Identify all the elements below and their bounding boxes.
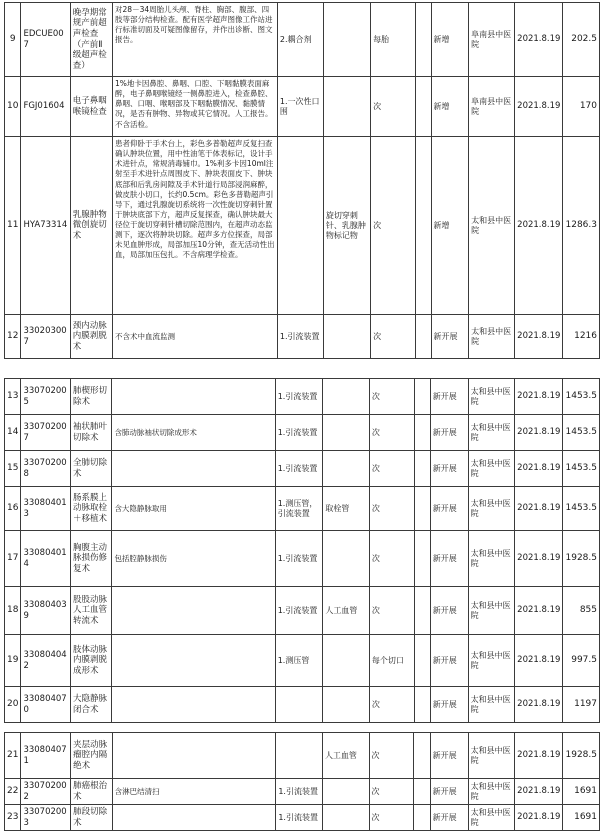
hospital-cell: 太和县中医院	[469, 315, 515, 359]
item-number-cell: 15	[5, 451, 21, 487]
price-cell: 1453.5	[563, 487, 600, 531]
chargeable-material-cell: 2.耦合剂	[277, 3, 323, 77]
pricing-unit-cell: 次	[369, 805, 414, 831]
excluded-content-cell	[322, 805, 369, 831]
item-code-cell: 330804039	[21, 587, 71, 635]
price-cell: 1197	[563, 687, 600, 723]
item-name-cell: 夹层动脉瘤腔内隔绝术	[71, 733, 113, 779]
hospital-cell: 阜南县中医院	[469, 77, 515, 137]
excluded-content-cell	[323, 3, 370, 77]
chargeable-material-cell	[275, 687, 323, 723]
date-cell: 2021.8.19	[515, 3, 563, 77]
item-number-cell: 21	[5, 733, 21, 779]
note-cell	[415, 315, 431, 359]
item-name-cell: 大隐静脉闭合术	[71, 687, 112, 723]
chargeable-material-cell: 1.引流装置	[275, 451, 323, 487]
date-cell: 2021.8.19	[515, 733, 563, 779]
item-name-cell: 肺癌根治术	[71, 779, 113, 805]
excluded-content-cell	[323, 315, 370, 359]
excluded-content-cell: 旋切穿刺针、乳腺肿物标记物	[323, 137, 370, 315]
note-cell	[414, 531, 430, 587]
date-cell: 2021.8.19	[515, 687, 563, 723]
item-code-cell: 330702002	[21, 779, 71, 805]
pricing-unit-cell: 每胎	[371, 3, 415, 77]
table-row	[5, 733, 600, 779]
item-name-cell: 肢体动脉内膜剥脱成形术	[71, 635, 112, 687]
item-status-cell: 新开展	[430, 415, 468, 451]
item-description-cell	[112, 379, 275, 415]
date-cell: 2021.8.19	[515, 531, 563, 587]
table-row	[5, 137, 600, 315]
price-cell: 1453.5	[563, 415, 600, 451]
table-row	[5, 415, 600, 451]
date-cell: 2021.8.19	[515, 635, 563, 687]
note-cell	[415, 77, 431, 137]
date-cell: 2021.8.19	[515, 137, 563, 315]
date-cell: 2021.8.19	[515, 487, 563, 531]
date-cell: 2021.8.19	[515, 451, 563, 487]
item-code-cell: 330702003	[21, 805, 71, 831]
item-description-cell: 包括腔静脉损伤	[112, 531, 275, 587]
item-description-cell	[112, 635, 275, 687]
note-cell	[414, 487, 430, 531]
price-cell: 1453.5	[563, 451, 600, 487]
item-code-cell: 330203007	[21, 315, 70, 359]
item-status-cell: 新开展	[430, 687, 468, 723]
note-cell	[415, 137, 431, 315]
hospital-cell: 太和县中医院	[468, 635, 515, 687]
pricing-unit-cell: 次	[369, 733, 414, 779]
item-code-cell: 330702005	[21, 379, 71, 415]
price-cell: 1691	[563, 779, 600, 805]
item-description-cell	[112, 587, 275, 635]
excluded-content-cell	[323, 635, 370, 687]
date-cell: 2021.8.19	[515, 315, 563, 359]
chargeable-material-cell	[276, 733, 323, 779]
excluded-content-cell	[323, 687, 370, 723]
item-number-cell: 10	[5, 77, 21, 137]
hospital-cell: 太和县中医院	[468, 487, 515, 531]
note-cell	[414, 635, 430, 687]
chargeable-material-cell: 1.引流装置	[275, 587, 323, 635]
hospital-cell: 太和县中医院	[469, 137, 515, 315]
note-cell	[414, 587, 430, 635]
item-description-cell: 不含术中血流监测	[113, 315, 278, 359]
chargeable-material-cell: 1.引流装置	[277, 315, 323, 359]
table-row	[5, 451, 600, 487]
item-name-cell: 股股动脉人工血管转流术	[71, 587, 112, 635]
pricing-unit-cell: 每个切口	[369, 635, 414, 687]
item-status-cell: 新增	[431, 3, 469, 77]
price-cell: 997.5	[563, 635, 600, 687]
price-cell: 855	[563, 587, 600, 635]
hospital-cell: 太和县中医院	[468, 805, 515, 831]
excluded-content-cell: 取栓管	[323, 487, 370, 531]
note-cell	[414, 805, 430, 831]
excluded-content-cell	[323, 531, 370, 587]
item-description-cell: 含淋巴结清扫	[112, 779, 276, 805]
item-number-cell: 13	[5, 379, 21, 415]
excluded-content-cell	[323, 77, 370, 137]
item-status-cell: 新开展	[430, 379, 468, 415]
hospital-cell: 太和县中医院	[468, 779, 515, 805]
item-code-cell: FGJ01604	[21, 77, 70, 137]
price-cell: 1928.5	[563, 531, 600, 587]
pricing-unit-cell: 次	[369, 487, 414, 531]
hospital-cell: 太和县中医院	[468, 687, 515, 723]
date-cell: 2021.8.19	[515, 805, 563, 831]
item-code-cell: 330804014	[21, 531, 71, 587]
item-name-cell: 颈内动脉内膜剥脱术	[70, 315, 112, 359]
item-number-cell: 16	[5, 487, 21, 531]
table-row	[5, 3, 600, 77]
item-name-cell: 肠系膜上动脉取栓＋移植术	[71, 487, 112, 531]
note-cell	[414, 733, 430, 779]
hospital-cell: 太和县中医院	[468, 451, 515, 487]
chargeable-material-cell: 1.测压管，引流装置	[275, 487, 323, 531]
item-name-cell: 肺段切除术	[71, 805, 113, 831]
fee-table-section-1	[4, 2, 600, 359]
item-number-cell: 22	[5, 779, 21, 805]
item-status-cell: 新增	[431, 77, 469, 137]
pricing-unit-cell: 次	[369, 687, 414, 723]
fee-table-section-3	[4, 732, 600, 831]
hospital-cell: 太和县中医院	[468, 587, 515, 635]
item-status-cell: 新开展	[430, 635, 468, 687]
note-cell	[414, 415, 430, 451]
hospital-cell: 太和县中医院	[468, 379, 515, 415]
item-status-cell: 新开展	[430, 587, 468, 635]
pricing-unit-cell: 次	[369, 587, 414, 635]
note-cell	[415, 3, 431, 77]
hospital-cell: 太和县中医院	[468, 531, 515, 587]
excluded-content-cell	[323, 379, 370, 415]
excluded-content-cell	[323, 451, 370, 487]
item-code-cell: 330702007	[21, 415, 71, 451]
item-status-cell: 新开展	[430, 733, 468, 779]
chargeable-material-cell: 1.一次性口围	[277, 77, 323, 137]
chargeable-material-cell: 1.引流装置	[276, 779, 323, 805]
fee-table-section-2	[4, 378, 600, 723]
item-number-cell: 17	[5, 531, 21, 587]
item-number-cell: 9	[5, 3, 21, 77]
item-number-cell: 12	[5, 315, 21, 359]
item-code-cell: 330702008	[21, 451, 71, 487]
pricing-unit-cell: 次	[369, 379, 414, 415]
item-name-cell: 全肺切除术	[71, 451, 112, 487]
price-cell: 1286.3	[563, 137, 600, 315]
pricing-unit-cell: 次	[369, 779, 414, 805]
item-number-cell: 20	[5, 687, 21, 723]
table-row	[5, 531, 600, 587]
item-code-cell: 330804013	[21, 487, 71, 531]
excluded-content-cell: 人工血管	[322, 733, 369, 779]
item-description-cell	[112, 687, 275, 723]
price-cell: 170	[563, 77, 600, 137]
item-code-cell: HYA73314	[21, 137, 70, 315]
chargeable-material-cell: 1.引流装置	[275, 379, 323, 415]
chargeable-material-cell: 1.引流装置	[275, 415, 323, 451]
price-cell: 1928.5	[563, 733, 600, 779]
item-status-cell: 新开展	[430, 487, 468, 531]
item-name-cell: 乳腺肿物微创旋切术	[70, 137, 112, 315]
pricing-unit-cell: 次	[369, 415, 414, 451]
item-code-cell: EDCUE007	[21, 3, 70, 77]
item-name-cell: 肺楔形切除术	[71, 379, 112, 415]
date-cell: 2021.8.19	[515, 379, 563, 415]
item-number-cell: 19	[5, 635, 21, 687]
item-number-cell: 14	[5, 415, 21, 451]
pricing-unit-cell: 次	[369, 531, 414, 587]
hospital-cell: 阜南县中医院	[469, 3, 515, 77]
price-cell: 1691	[563, 805, 600, 831]
date-cell: 2021.8.19	[515, 779, 563, 805]
item-status-cell: 新开展	[430, 451, 468, 487]
note-cell	[414, 379, 430, 415]
item-description-cell: 含肺动脉袖状切除成形术	[112, 415, 275, 451]
item-description-cell: 对28－34周胎儿头颅、脊柱、胸部、腹部、四肢等部分结构检查。配有医学超声图像工作站进行标准切面及可疑图像留存，并作出诊断、图文报告。	[113, 3, 278, 77]
table-row	[5, 635, 600, 687]
item-name-cell: 电子鼻咽喉镜检查	[70, 77, 112, 137]
excluded-content-cell	[323, 415, 370, 451]
item-status-cell: 新开展	[430, 779, 468, 805]
note-cell	[414, 451, 430, 487]
note-cell	[414, 779, 430, 805]
item-description-cell: 含大隐静脉取用	[112, 487, 275, 531]
table-row	[5, 687, 600, 723]
item-description-cell: 患者仰卧于手术台上，彩色多普勒超声反复扫查确认肿块位置，用中性油笔于体表标记，设计手术进针点，常规消毒铺巾。1%利多卡因10ml注射至手术进针点周围皮下、肿块表面皮下、肿块底部和后乳房间隙及手术针道行局部浸润麻醉，做皮肤小切口，长约0.5cm。彩色多普勒超声引导下，通过乳腺旋切系统将一次性旋切穿刺针置于肿块底部下方，超声反复探查，确认肿块最大径位于旋切穿刺针槽切除范围内，在超声动态监测下，逐次将肿块切除。超声多方位探查，局部未见血肿形成，局部加压10分钟，查无活动性出血，局部加压包扎。不含病理学检查。	[113, 137, 278, 315]
item-code-cell: 330804070	[21, 687, 71, 723]
item-status-cell: 新开展	[430, 531, 468, 587]
item-description-cell	[112, 451, 275, 487]
item-code-cell: 330804071	[21, 733, 71, 779]
item-status-cell: 新开展	[430, 805, 468, 831]
item-description-cell	[112, 805, 276, 831]
hospital-cell: 太和县中医院	[468, 733, 515, 779]
pricing-unit-cell: 次	[371, 137, 415, 315]
excluded-content-cell	[322, 779, 369, 805]
item-number-cell: 23	[5, 805, 21, 831]
pricing-unit-cell: 次	[371, 315, 415, 359]
pricing-unit-cell: 次	[369, 451, 414, 487]
date-cell: 2021.8.19	[515, 77, 563, 137]
chargeable-material-cell: 1.测压管	[275, 635, 323, 687]
price-cell: 1453.5	[563, 379, 600, 415]
chargeable-material-cell: 1.引流装置	[275, 531, 323, 587]
chargeable-material-cell: 1.引流装置	[276, 805, 323, 831]
date-cell: 2021.8.19	[515, 587, 563, 635]
item-description-cell: 1%地卡因鼻腔、鼻咽、口腔、下咽黏膜表面麻醉，电子鼻咽喉镜经一侧鼻腔进入，检查鼻腔、鼻咽、口咽、喉咽部及下咽黏膜情况、黏膜情况，是否有肿物、异物或其它情况。人工报告。不含活检。	[113, 77, 278, 137]
table-row	[5, 379, 600, 415]
item-status-cell: 新开展	[431, 315, 469, 359]
item-number-cell: 18	[5, 587, 21, 635]
price-cell: 1216	[563, 315, 600, 359]
item-name-cell: 胸腹主动脉损伤修复术	[71, 531, 112, 587]
excluded-content-cell: 人工血管	[323, 587, 370, 635]
item-name-cell: 晚孕期常规产前超声检查（产前Ⅱ级超声检查）	[70, 3, 112, 77]
price-cell: 202.5	[563, 3, 600, 77]
table-row	[5, 77, 600, 137]
hospital-cell: 太和县中医院	[468, 415, 515, 451]
pricing-unit-cell: 次	[371, 77, 415, 137]
item-number-cell: 11	[5, 137, 21, 315]
item-name-cell: 袖状肺叶切除术	[71, 415, 112, 451]
table-row	[5, 805, 600, 831]
chargeable-material-cell	[277, 137, 323, 315]
table-row	[5, 779, 600, 805]
date-cell: 2021.8.19	[515, 415, 563, 451]
item-status-cell: 新增	[431, 137, 469, 315]
note-cell	[414, 687, 430, 723]
table-row	[5, 315, 600, 359]
item-description-cell	[112, 733, 276, 779]
table-row	[5, 487, 600, 531]
item-code-cell: 330804042	[21, 635, 71, 687]
table-row	[5, 587, 600, 635]
